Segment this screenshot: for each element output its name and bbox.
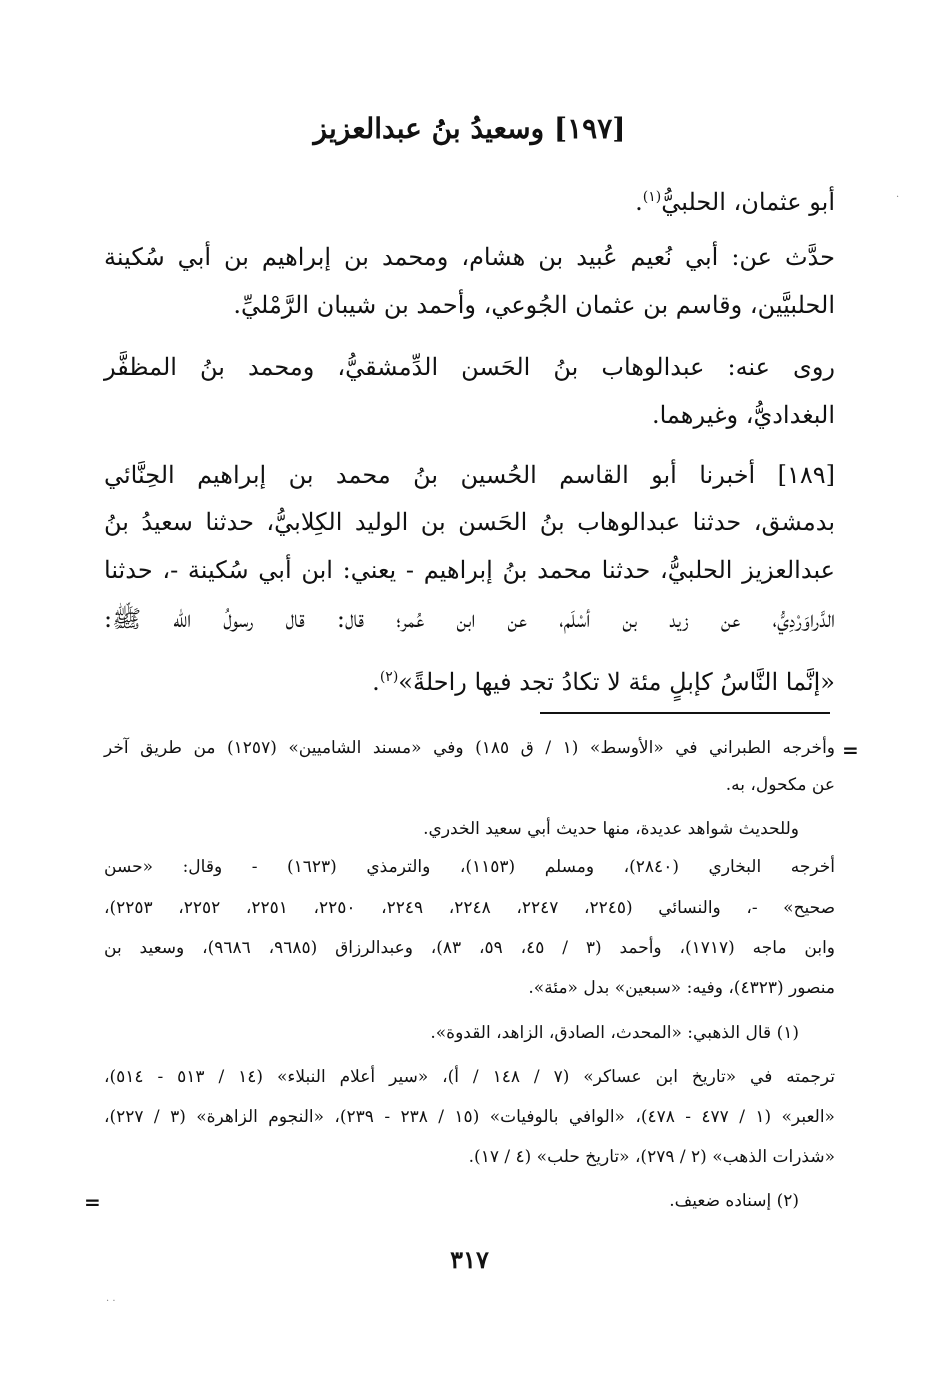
main-line-1 [104,180,835,219]
footnote-line-11: «شذرات الذهب» (٢ / ٢٧٩)، «تاريخ حلب» (٤ / ١٧). [468,1147,835,1167]
main-line-2: حدَّث عن: أبي نُعيم عُبيد بن هشام، ومحمد بن إبراهيم بن أبي سُكينة [104,243,835,271]
continuation-mark-top: = [842,738,859,762]
main-line-9: الدَّراوَرْدِيُّ، عن زيد بن أسْلَم، عن ابن عُمر؛ قال: قال رسولُ الله ﷺ: [104,605,835,633]
main-line-4: روى عنه: عبدالوهاب بنُ الحَسن الدِّمشقيُّ، ومحمد بنُ المظفَّر [104,353,835,381]
main-line-1-text: أبو عثمان، الحلبيُّ [661,188,835,216]
footnote-line-10: «العبر» (١ / ٤٧٧ - ٤٧٨)، «الوافي بالوفيات» (١٥ / ٢٣٨ - ٢٣٩)، «النجوم الزاهرة» (٣ / ٢٢٧)، [104,1107,835,1127]
continuation-mark-bottom: = [84,1190,101,1214]
main-line-7: بدمشق، حدثنا عبدالوهاب بنُ الحَسن بن الوليد الكِلابيُّ، حدثنا سعيدُ بنُ [104,508,835,536]
entry-heading: [١٩٧] وسعيدُ بنُ عبدالعزيز [313,112,626,145]
footnote-ref-2-period: . [372,668,380,696]
footnote-ref-2: (٢) [379,669,399,685]
footnote-line-1: وأخرجه الطبراني في «الأوسط» (١ / ق ١٨٥) وفي «مسند الشاميين» (١٢٥٧) من طريق آخر [104,738,836,758]
main-line-3: الحلبيَّين، وقاسم بن عثمان الجُوعي، وأحمد بن شيبان الرَّمْليِّ. [233,291,835,319]
footnote-line-8: (١) قال الذهبي: «المحدث، الصادق، الزاهد، القدوة». [430,1023,799,1043]
hadith-text: «إنَّما النَّاسُ كإبلٍ مئة لا تكادُ تجد فيها راحلةً» [398,668,835,696]
footnote-line-4: أخرجه البخاري (٢٨٤٠)، ومسلم (١١٥٣)، والترمذي (١٦٢٣) - وقال: «حسن [104,857,835,877]
footnote-line-9: ترجمته في «تاريخ ابن عساكر» (٧ / ١٤٨ / أ)، «سير أعلام النبلاء» (١٤ / ٥١٣ - ٥١٤)، [104,1067,835,1087]
footnote-ref-1: (١) [642,189,662,205]
footnote-line-2: عن مكحول، به. [725,775,835,795]
scan-speck: · · [106,1296,116,1307]
main-line-10 [104,660,835,699]
main-line-6: [١٨٩] أخبرنا أبو القاسم الحُسين بنُ محمد بن إبراهيم الحِنَّائي [104,461,835,489]
footnote-separator [540,712,830,714]
page-number: ٣١٧ [450,1245,489,1274]
main-line-5: البغداديُّ، وغيرهما. [651,401,835,429]
footnote-ref-1-period: . [635,188,643,216]
footnote-line-12: (٢) إسناده ضعيف. [669,1191,799,1211]
footnote-line-7: منصور (٤٣٢٣)، وفيه: «سبعين» بدل «مئة». [528,978,835,998]
scan-speck: · [896,192,900,203]
footnote-line-3: وللحديث شواهد عديدة، منها حديث أبي سعيد الخدري. [423,819,799,839]
footnote-line-5: صحيح» -، والنسائي (٢٢٤٥، ٢٢٤٧، ٢٢٤٨، ٢٢٤٩، ٢٢٥٠، ٢٢٥١، ٢٢٥٢، ٢٢٥٣)، [104,898,836,918]
footnote-line-6: وابن ماجه (١٧١٧)، وأحمد (٣ / ٤٥، ٥٩، ٨٣)، وعبدالرزاق (٩٦٨٥، ٩٦٨٦)، وسعيد بن [104,938,836,958]
main-line-8: عبدالعزيز الحلبيُّ، حدثنا محمد بنُ إبراهيم - يعني: ابن أبي سُكينة -، حدثنا [104,556,835,584]
